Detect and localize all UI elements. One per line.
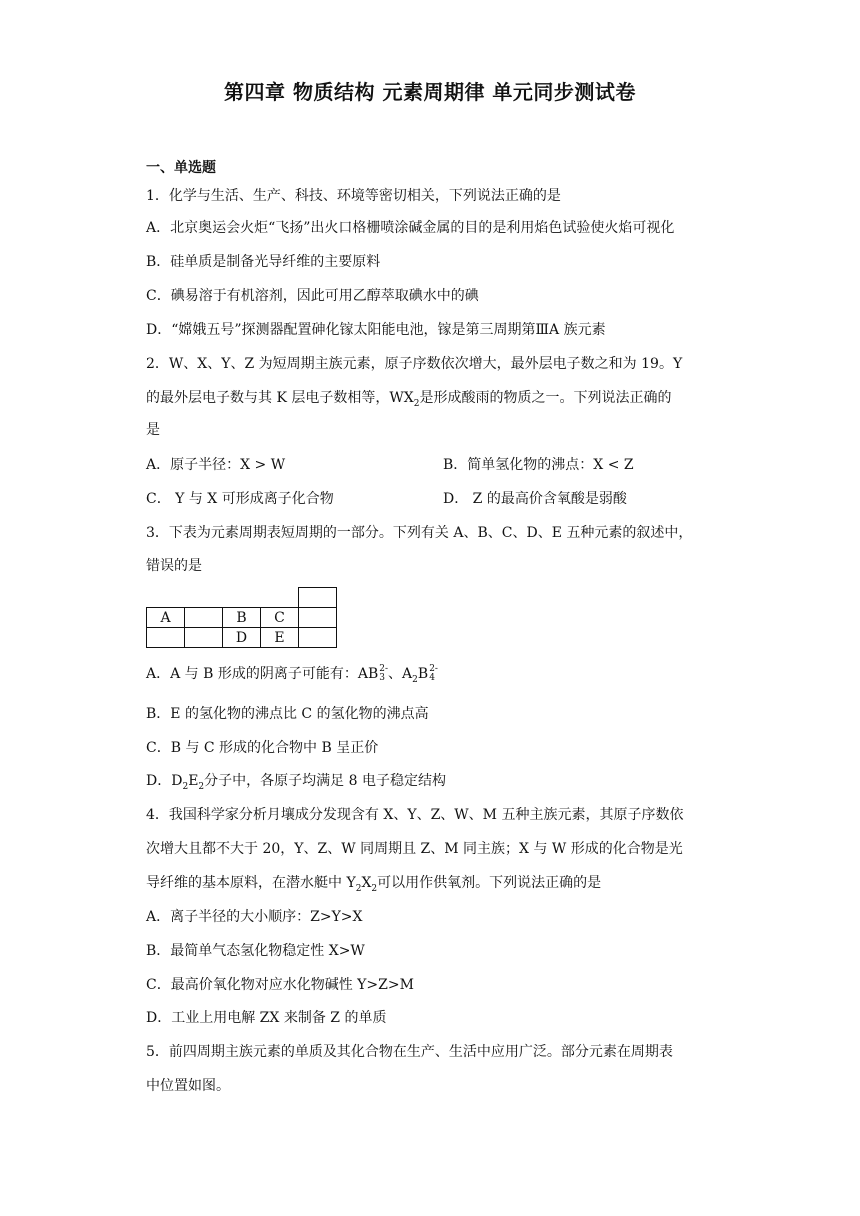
table-cell-c: C: [261, 608, 299, 628]
superscript: 2-: [379, 664, 389, 674]
periodic-table-fragment: [146, 587, 337, 648]
q3-text: 、A: [388, 666, 413, 682]
q4-option-a: A．离子半径的大小顺序：Z>Y>X: [146, 909, 363, 925]
charge-fraction: [379, 665, 388, 683]
q3-option-a: [146, 664, 438, 690]
charge-fraction: [429, 665, 438, 683]
subscript: 2: [182, 781, 189, 792]
table-cell: [185, 608, 223, 628]
table-cell-d: D: [223, 628, 261, 648]
q3-stem-line1: 3．下表为元素周期表短周期的一部分。下列有关 A、B、C、D、E 五种元素的叙述中，: [146, 525, 693, 541]
q3-option-b: B．E 的氢化物的沸点比 C 的氢化物的沸点高: [146, 706, 429, 722]
subscript: 2: [198, 781, 205, 792]
q4-stem-line1: 4．我国科学家分析月壤成分发现含有 X、Y、Z、W、M 五种主族元素，其原子序数依: [146, 807, 684, 823]
table-cell: [147, 628, 185, 648]
q3-text: D．D: [146, 773, 183, 789]
q4-text: X: [361, 875, 372, 891]
q3-text: E: [188, 773, 199, 789]
q3-text: 分子中，各原子均满足 8 电子稳定结构: [204, 773, 446, 789]
subscript: 4: [429, 673, 435, 683]
q1-option-d: D．“嫦娥五号”探测器配置砷化镓太阳能电池，镓是第三周期第ⅢA 族元素: [146, 322, 606, 338]
q4-text: 导纤维的基本原料，在潜水艇中 Y: [146, 875, 356, 891]
table-cell-e: E: [261, 628, 299, 648]
q3-text: A．A 与 B 形成的阴离子可能有：AB: [146, 666, 379, 682]
q4-option-b: B．最简单气态氢化物稳定性 X>W: [146, 943, 365, 959]
q2-option-b: B．简单氢化物的沸点：X < Z: [443, 457, 634, 473]
subscript: 2: [412, 674, 418, 685]
q1-stem: 1．化学与生活、生产、科技、环境等密切相关，下列说法正确的是: [146, 188, 561, 204]
q2-stem-line3: 是: [146, 422, 160, 438]
q4-text: 可以用作供氧剂。下列说法正确的是: [377, 875, 602, 891]
q4-stem-line3: [146, 873, 601, 899]
q4-stem-line2: 次增大且都不大于 20，Y、Z、W 同周期且 Z、M 同主族；X 与 W 形成的化合物是光: [146, 841, 683, 857]
superscript: 2-: [429, 664, 438, 674]
table-cell: [185, 628, 223, 648]
table-cell: [299, 588, 337, 608]
q3-stem-line2: 错误的是: [146, 558, 202, 574]
q4-option-c: C．最高价氧化物对应水化物碱性 Y>Z>M: [146, 977, 414, 993]
subscript: 2: [371, 883, 378, 894]
q5-stem-line1: 5．前四周期主族元素的单质及其化合物在生产、生活中应用广泛。部分元素在周期表: [146, 1044, 673, 1060]
q5-stem-line2: 中位置如图。: [146, 1078, 230, 1094]
table-cell-b: B: [223, 608, 261, 628]
q2-option-a: A．原子半径：X > W: [146, 457, 286, 473]
q2-text: 是形成酸雨的物质之一。下列说法正确的: [419, 390, 672, 406]
subscript: 2: [413, 398, 420, 409]
subscript: 2: [355, 883, 362, 894]
q1-option-c: C．碘易溶于有机溶剂，因此可用乙醇萃取碘水中的碘: [146, 288, 479, 304]
q1-option-b: B．硅单质是制备光导纤维的主要原料: [146, 254, 381, 270]
section-heading: 一、单选题: [146, 160, 216, 176]
q1-option-a: A．北京奥运会火炬“飞扬”出火口格栅喷涂碱金属的目的是利用焰色试验使火焰可视化: [146, 220, 675, 236]
table-cell: [299, 608, 337, 628]
q3-option-c: C．B 与 C 形成的化合物中 B 呈正价: [146, 740, 379, 756]
subscript: 3: [379, 673, 385, 683]
page-title: 第四章 物质结构 元素周期律 单元同步测试卷: [224, 80, 636, 104]
table-cell-a: A: [147, 608, 185, 628]
q4-option-d: D．工业上用电解 ZX 来制备 Z 的单质: [146, 1010, 387, 1026]
q3-text: B: [417, 666, 429, 682]
q3-option-d: [146, 771, 446, 797]
q2-option-c: C． Y 与 X 可形成离子化合物: [146, 491, 334, 507]
q2-stem-line1: 2．W、X、Y、Z 为短周期主族元素，原子序数依次增大，最外层电子数之和为 19。Y: [146, 356, 683, 372]
q2-option-d: D． Z 的最高价含氧酸是弱酸: [443, 491, 627, 507]
q2-stem-line2: [146, 388, 671, 414]
q2-text: 的最外层电子数与其 K 层电子数相等，WX: [146, 390, 414, 406]
table-cell: [299, 628, 337, 648]
